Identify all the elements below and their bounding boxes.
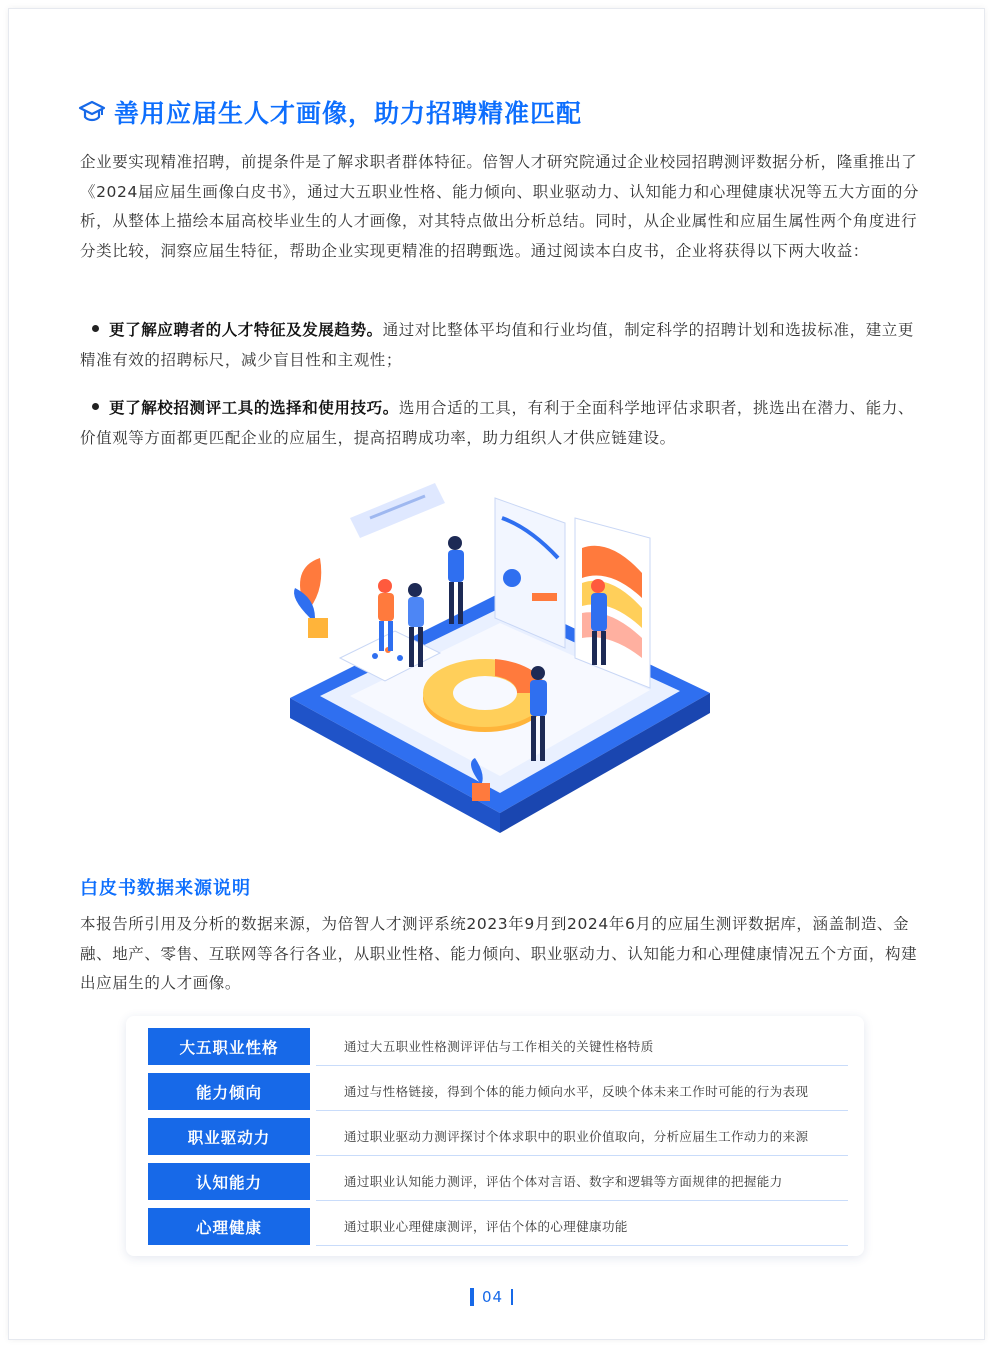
isometric-recruitment-illustration: [280, 478, 720, 843]
benefit-item: [80, 394, 920, 453]
benefit-lead: 更了解应聘者的人才特征及发展趋势。: [109, 321, 383, 339]
table-row: [148, 1208, 848, 1245]
dimension-label: 能力倾向: [148, 1073, 310, 1110]
table-row: [148, 1028, 848, 1065]
dimension-label: 心理健康: [148, 1208, 310, 1245]
benefit-text: 通过对比整体平均值和行业均值，制定科学的招聘计划和选拔标准，建立更精准有效的招聘标尺，减少盲目性和主观性；: [80, 321, 915, 369]
dimension-desc: 通过职业心理健康测评，评估个体的心理健康功能: [316, 1208, 848, 1246]
page-marker: [470, 1288, 474, 1306]
benefit-text: 选用合适的工具，有利于全面科学地评估求职者，挑选出在潜力、能力、价值观等方面都更匹配企业的应届生，提高招聘成功率，助力组织人才供应链建设。: [80, 399, 915, 447]
table-row: [148, 1073, 848, 1110]
bullet-dot: [92, 403, 99, 410]
dimension-label: 认知能力: [148, 1163, 310, 1200]
dimension-desc: 通过职业驱动力测评探讨个体求职中的职业价值取向，分析应届生工作动力的来源: [316, 1118, 848, 1156]
dimension-desc: 通过大五职业性格测评评估与工作相关的关键性格特质: [316, 1028, 848, 1066]
dimension-label: 职业驱动力: [148, 1118, 310, 1155]
table-row: [148, 1118, 848, 1155]
page-number: 04: [482, 1288, 504, 1306]
source-heading: 白皮书数据来源说明: [80, 878, 251, 899]
section-heading: [78, 92, 582, 132]
dimension-desc: 通过与性格链接，得到个体的能力倾向水平，反映个体未来工作时可能的行为表现: [316, 1073, 848, 1111]
dimension-table: [126, 1016, 864, 1256]
page-number-indicator: [470, 1288, 513, 1306]
source-paragraph: 本报告所引用及分析的数据来源，为倍智人才测评系统2023年9月到2024年6月的应届生测评数据库，涵盖制造、金融、地产、零售、互联网等各行各业，从职业性格、能力倾向、职业驱动力、认知能力和心理健康情况五个方面，构建出应届生的人才画像。: [80, 915, 918, 992]
bullet-dot: [92, 325, 99, 332]
intro-paragraph: 企业要实现精准招聘，前提条件是了解求职者群体特征。倍智人才研究院通过企业校园招聘测评数据分析，隆重推出了《2024届应届生画像白皮书》，通过大五职业性格、能力倾向、职业驱动力、认知能力和心理健康状况等五大方面的分析，从整体上描绘本届高校毕业生的人才画像，对其特点做出分析总结。同时，从企业属性和应届生属性两个角度进行分类比较，洞察应届生特征，帮助企业实现更精准的招聘甄选。通过阅读本白皮书，企业将获得以下两大收益：: [80, 153, 920, 260]
page-title: 善用应届生人才画像，助力招聘精准匹配: [114, 99, 583, 128]
page-marker-thin: [511, 1289, 513, 1305]
dimension-label: 大五职业性格: [148, 1028, 310, 1065]
graduation-cap-icon: [78, 98, 106, 126]
table-row: [148, 1163, 848, 1200]
benefit-item: [80, 316, 920, 375]
dimension-desc: 通过职业认知能力测评，评估个体对言语、数字和逻辑等方面规律的把握能力: [316, 1163, 848, 1201]
benefit-lead: 更了解校招测评工具的选择和使用技巧。: [109, 399, 399, 417]
